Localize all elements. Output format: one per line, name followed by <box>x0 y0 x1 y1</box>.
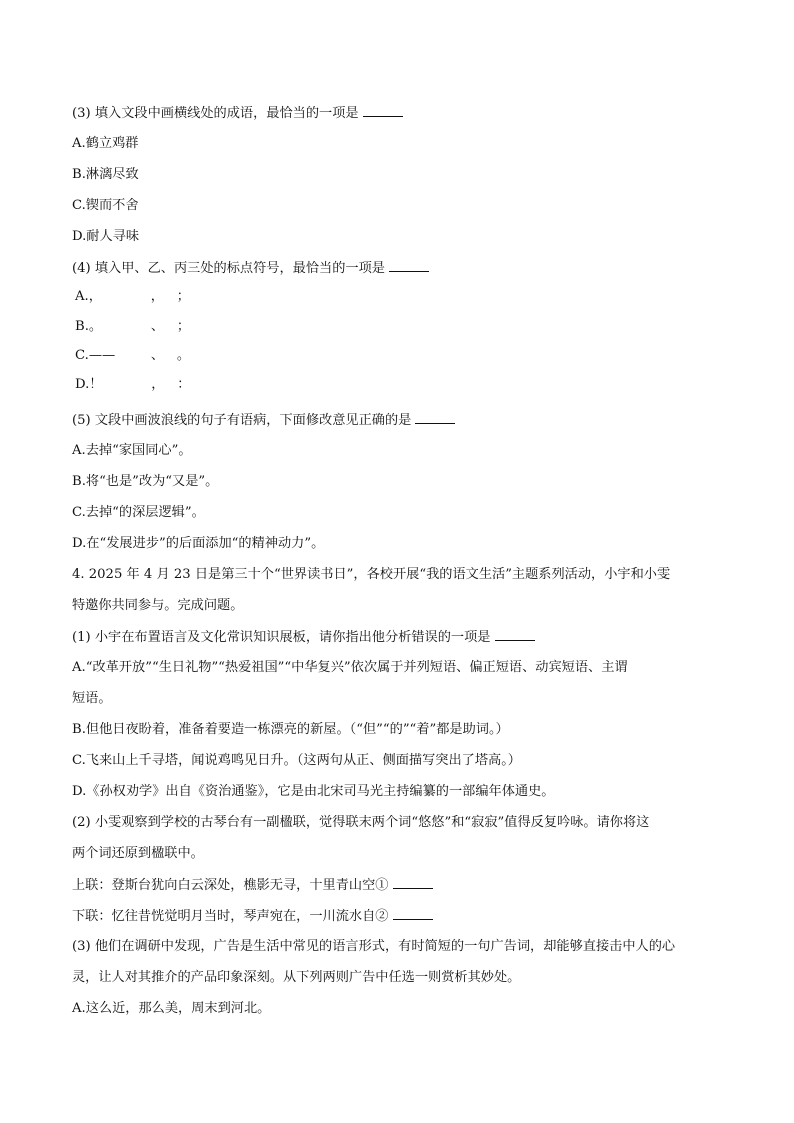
option-c: C.锲而不舍 <box>72 198 139 213</box>
punctuation-option-d: D.！ ， ： <box>75 377 191 392</box>
option-d: D.耐人寻味 <box>72 229 140 244</box>
punctuation-option-b: B.。 、 ； <box>75 319 191 334</box>
option-b: B.将“也是”改为“又是”。 <box>72 474 219 489</box>
question-4-intro-line-1: 4. 2025 年 4 月 23 日是第三十个“世界读书日”，各校开展“我的语文生活”主题系列活动，小宇和小雯 <box>72 567 671 582</box>
option-a: A.去掉“家国同心”。 <box>72 443 192 458</box>
option-d: D.在“发展进步”的后面添加“的精神动力”。 <box>72 536 325 551</box>
question-4-intro-line-2: 特邀你共同参与。完成问题。 <box>72 598 244 613</box>
punctuation-option-a: A.， ， ； <box>75 289 190 304</box>
option-a-line-2: 短语。 <box>72 691 112 706</box>
option-b: B.淋漓尽致 <box>72 167 139 182</box>
option-a: A.鹤立鸡群 <box>72 136 139 151</box>
option-a-line-1: A.“改革开放”“生日礼物”“热爱祖国”“中华复兴”依次属于并列短语、偏正短语、动宾短语、主谓 <box>72 660 628 675</box>
option-c: C.飞来山上千寻塔，闻说鸡鸣见日升。（这两句从正、侧面描写突出了塔高。） <box>72 753 521 768</box>
question-4-2-stem-line-1: (2) 小雯观察到学校的古琴台有一副楹联，觉得联末两个词“悠悠”和“寂寂”值得反复吟咏。请你将这 <box>72 815 650 830</box>
answer-blank <box>495 628 535 641</box>
question-3-5-stem: (5) 文段中画波浪线的句子有语病，下面修改意见正确的是 <box>72 411 455 430</box>
question-4-2-stem-line-2: 两个词还原到楹联中。 <box>72 846 204 861</box>
couplet-upper: 上联：登斯台犹向白云深处，樵影无寻，十里青山空① <box>72 876 433 895</box>
question-4-3-stem-line-1: (3) 他们在调研中发现，广告是生活中常见的语言形式，有时简短的一句广告词，却能够直接击中人的心 <box>72 939 676 954</box>
answer-blank <box>393 907 433 920</box>
ad-option-a: A.这么近，那么美，周末到河北。 <box>72 1001 271 1016</box>
option-c: C.去掉“的深层逻辑”。 <box>72 505 205 520</box>
option-d: D.《孙权劝学》出自《资治通鉴》，它是由北宋司马光主持编纂的一部编年体通史。 <box>72 784 555 799</box>
question-3-4-stem: (4) 填入甲、乙、丙三处的标点符号，最恰当的一项是 <box>72 259 429 278</box>
question-4-1-stem: (1) 小宇在布置语言及文化常识知识展板，请你指出他分析错误的一项是 <box>72 628 535 647</box>
question-3-3-stem: (3) 填入文段中画横线处的成语，最恰当的一项是 <box>72 104 403 123</box>
answer-blank <box>363 104 403 117</box>
punctuation-option-c: C.—— 、 。 <box>75 348 190 363</box>
option-b: B.但他日夜盼着，准备着要造一栋漂亮的新屋。（“但”“的”“着”都是助词。） <box>72 722 509 737</box>
answer-blank <box>415 411 455 424</box>
couplet-lower: 下联：忆往昔恍觉明月当时，琴声宛在，一川流水自② <box>72 907 433 926</box>
answer-blank <box>389 259 429 272</box>
question-4-3-stem-line-2: 灵，让人对其推介的产品印象深刻。从下列两则广告中任选一则赏析其妙处。 <box>72 970 521 985</box>
answer-blank <box>393 876 433 889</box>
